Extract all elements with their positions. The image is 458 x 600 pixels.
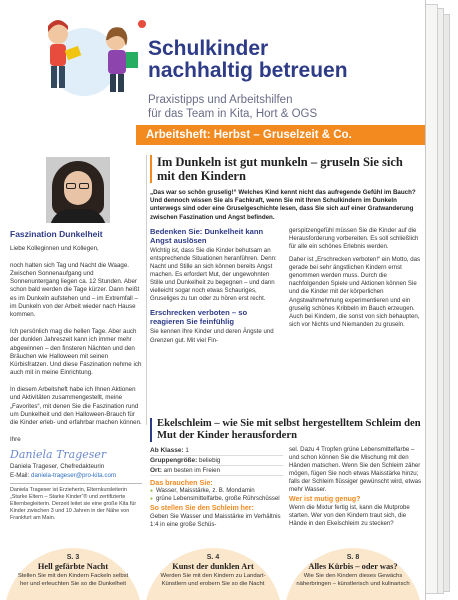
preview-card[interactable] [144,548,282,600]
info-row [150,446,283,456]
article-column-left [150,446,283,529]
signature-email [10,472,142,479]
preview-title: Hell gefärbte Nacht [37,562,109,571]
subheading: Bedenken Sie: Dunkelheit kann Angst auslösen [150,226,264,245]
subtitle-line: Praxistipps und Arbeitshilfen [148,94,293,106]
issue-bar: Arbeitsheft: Herbst – Gruselzeit & Co. [136,125,426,145]
preview-desc: Wie Sie den Kindern dieses Gewächs näherbringen – künstlerisch und kulinarisch [296,573,410,587]
info-label: Ort: [150,467,162,474]
materials-heading: Das brauchen Sie: [150,478,213,487]
info-label: Gruppengröße: [150,457,198,464]
preview-page: S. 3 [66,554,80,561]
title-line: Schulkinder [148,37,269,60]
author-photo [46,157,110,223]
list-item: ● Wasser, Maisstärke, z. B. Mondamin [150,487,283,495]
article-column-left [150,227,283,350]
paragraph: Wichtig ist, dass Sie die Kinder behutsam an entsprechende Situationen heranführen. Denn: Nacht und Stille an sich können bereits Angst machen. Es erfordert Mut, der ungewohnten Stille und Dunkelheit zu begegnen – und dann vielleicht sogar noch etwas Schauriges, Gruseliges zu tun oder zu hören erst recht. [150,246,277,303]
materials-list [150,487,283,503]
header [0,0,426,150]
editorial-column [10,155,142,522]
kids-illustration [38,10,156,102]
howto-heading: So stellen Sie den Schleim her: [150,505,254,513]
subheading: Wer ist mutig genug? [289,496,361,503]
paragraph: Daher ist „Erschrecken verboten!“ ein Motto, das gerade bei sehr ängstlichen Kindern ernst genommen werden muss. Durch die nachfolgenden Spiele und Aktionen können Sie und die Kinder mit der körperlichen Angstwahrnehmung experimentieren und ein gruselig schönes Kribbeln im Bauch erzeugen. Auch bei Kindern, die sonst von sich behaupten, sich vor Nichts und Niemanden zu gruseln. [289,256,421,328]
info-row [150,456,283,466]
article-slime [150,418,422,529]
preview-page: S. 8 [346,554,360,561]
title-line: nachhaltig betreuen [148,59,348,82]
editorial-text: Liebe Kolleginnen und Kollegen, noch halten sich Tag und Nacht die Waage. Zwischen Sonnenaufgang und Sonnenuntergang liegen ca. 12 Stunden. Aber schon bald werden die Tage kürzer. Dann heißt es im Dunkeln aufstehen und – im Extremfall – im Dunkeln von der Arbeit wieder nach Hause kommen. Ich persönlich mag die hellen Tage. Aber auch der dunklen Jahreszeit kann ich immer mehr abgewinnen – den finsteren Nächten und den Bräuchen wie Halloween mit seinen Kürbisfratzen. Und diese Faszination nehme ich auch mit in meine Einrichtung. In diesem Arbeitsheft habe ich Ihnen Aktionen und Aktivitäten zusammengestellt, meine „Favorites“, mit denen Sie die Faszination rund um Dunkelheit und den Halloween-Brauch für die Kinder erleb- und erfahrbar machen können. Ihre [10,245,142,443]
preview-card[interactable] [4,548,142,600]
paragraph: Wenn die Mixtur fertig ist, kann die Mutprobe starten. Wer von den Kindern traut sich, die Hände in den Ekelschleim zu stecken? [289,504,410,528]
paragraph: Geben Sie Wasser und Maisstärke im Verhältnis 1:4 in eine große Schüs- [150,513,281,529]
article-heading: Im Dunkeln ist gut munkeln – gruseln Sie sich mit den Kindern [150,155,422,183]
preview-card[interactable] [284,548,422,600]
preview-desc: Stellen Sie mit den Kindern Fackeln selbst her und erleuchten Sie so die Dunkelheit [17,573,129,587]
preview-title: Kunst der dunklen Art [172,562,254,571]
info-label: Ab Klasse: [150,447,184,454]
subtitle [148,93,423,121]
subtitle-line: für das Team in Kita, Hort & OGS [148,108,318,120]
info-value: am besten im Freien [163,467,221,474]
subheading: Erschrecken verboten – so reagieren Sie feinfühlig [150,308,248,327]
paragraph: sel. Dazu 4 Tropfen grüne Lebensmittelfarbe – und schon können Sie die Mischung mit den Händen matschen. Wenn Sie den Schleim zäher mögen, fügen Sie noch etwas Maisstärke hinzu; falls der Schleim flüssiger gewünscht wird, etwas mehr Wasser. [289,446,422,493]
article-lead: „Das war so schön gruselig!“ Welches Kind kennt nicht das aufregende Gefühl im Bauch? Und dennoch wissen Sie als Fachkraft, wenn Sie mit Ihren Schulkindern im Dunkeln unterwegs sind oder eine Gruselgeschichte lesen, dass Sie sich auf einer Gratwanderung zwischen Faszination und Angst befinden. [150,189,416,221]
email-link[interactable]: daniela-trageser@pro-kita.com [31,472,117,480]
paragraph: Sie kennen Ihre Kinder und deren Ängste und Grenzen gut. Mit viel Fin- [150,328,274,344]
editorial-heading: Faszination Dunkelheit [10,229,103,239]
article-column-right [289,446,422,529]
column-divider [146,155,147,425]
paragraph: gerspitzengefühl müssen Sie die Kinder auf die Herausforderung vorbereiten. Es soll schließlich für alle ein schönes Erlebnis werden. [289,226,419,250]
author-note: Daniela Trageser ist Erzieherin, Elternkursleiterin „Starke Eltern – Starke Kinder“® und zertifizierte Elternbegleiterin. Derzeit leitet sie eine große Kita für Kinder zwischen 3 und 10 Jahren in der Nähe von Frankfurt am Main. [10,483,142,522]
article-column-right [289,227,422,350]
signature-name: Daniela Trageser, Chefredakteurin [10,463,105,471]
info-row [150,466,283,476]
list-item: ● grüne Lebensmittelfarbe, große Rührschüssel [150,495,283,503]
page-title [148,38,423,82]
article-heading: Ekelschleim – wie Sie mit selbst hergestelltem Schleim den Mut der Kinder herausfordern [150,418,422,442]
article-main [150,155,422,350]
info-value: beliebig [199,457,221,464]
preview-title: Alles Kürbis – oder was? [308,562,398,571]
email-label: E-Mail: [10,472,30,480]
info-value: 1 [185,447,189,454]
signature: Daniela Trageser [10,448,107,462]
preview-page: S. 4 [206,554,220,561]
preview-desc: Werden Sie mit den Kindern zu Landart-Künstlern und erobern Sie so die Nacht [160,573,266,587]
